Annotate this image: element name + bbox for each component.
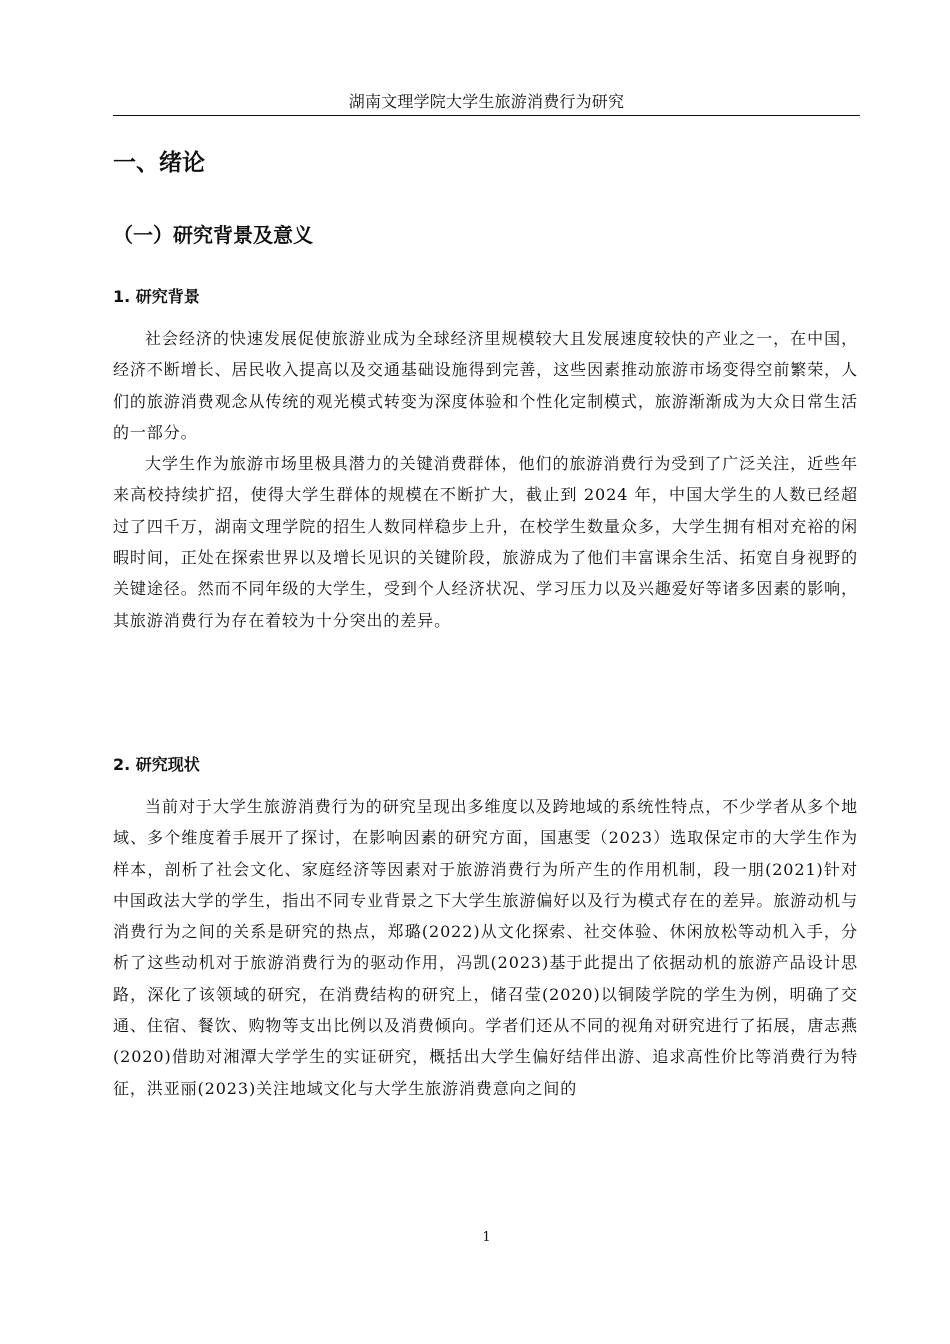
subsection-title-research-background: 1. 研究背景 [113, 287, 200, 306]
section-title: （一）研究背景及意义 [113, 223, 313, 247]
paragraph: 大学生作为旅游市场里极具潜力的关键消费群体，他们的旅游消费行为受到了广泛关注，近些年来高校持续扩招，使得大学生群体的规模在不断扩大，截止到 2024 年，中国大学生的人数已经超过了四千万，湖南文理学院的招生人数同样稳步上升，在校学生数量众多，大学生拥有相对充裕的闲暇时间，正处在探索世界以及增长见识的关键阶段，旅游成为了他们丰富课余生活、拓宽自身视野的关键途径。然而不同年级的大学生，受到个人经济状况、学习压力以及兴趣爱好等诸多因素的影响，其旅游消费行为存在着较为十分突出的差异。 [113, 454, 858, 630]
paragraph: 社会经济的快速发展促使旅游业成为全球经济里规模较大且发展速度较快的产业之一，在中国，经济不断增长、居民收入提高以及交通基础设施得到完善，这些因素推动旅游市场变得空前繁荣，人们的旅游消费观念从传统的观光模式转变为深度体验和个性化定制模式，旅游渐渐成为大众日常生活的一部分。 [113, 329, 858, 442]
subsection-title-research-status: 2. 研究现状 [113, 755, 200, 774]
research-status-body [113, 791, 858, 1104]
research-background-body [113, 323, 858, 636]
running-header: 湖南文理学院大学生旅游消费行为研究 [348, 92, 625, 111]
page-number: 1 [482, 1230, 491, 1245]
header-rule [113, 115, 860, 116]
paragraph: 当前对于大学生旅游消费行为的研究呈现出多维度以及跨地域的系统性特点，不少学者从多个地域、多个维度着手展开了探讨，在影响因素的研究方面，国惠雯（2023）选取保定市的大学生作为样本，剖析了社会文化、家庭经济等因素对于旅游消费行为所产生的作用机制，段一朋(2021)针对中国政法大学的学生，指出不同专业背景之下大学生旅游偏好以及行为模式存在的差异。旅游动机与消费行为之间的关系是研究的热点，郑璐(2022)从文化探索、社交体验、休闲放松等动机入手，分析了这些动机对于旅游消费行为的驱动作用，冯凯(2023)基于此提出了依据动机的旅游产品设计思路，深化了该领域的研究，在消费结构的研究上，储召莹(2020)以铜陵学院的学生为例，明确了交通、住宿、餐饮、购物等支出比例以及消费倾向。学者们还从不同的视角对研究进行了拓展，唐志燕(2020)借助对湘潭大学学生的实证研究，概括出大学生偏好结伴出游、追求高性价比等消费行为特征，洪亚丽(2023)关注地域文化与大学生旅游消费意向之间的 [113, 797, 858, 1098]
chapter-title: 一、绪论 [113, 150, 205, 176]
